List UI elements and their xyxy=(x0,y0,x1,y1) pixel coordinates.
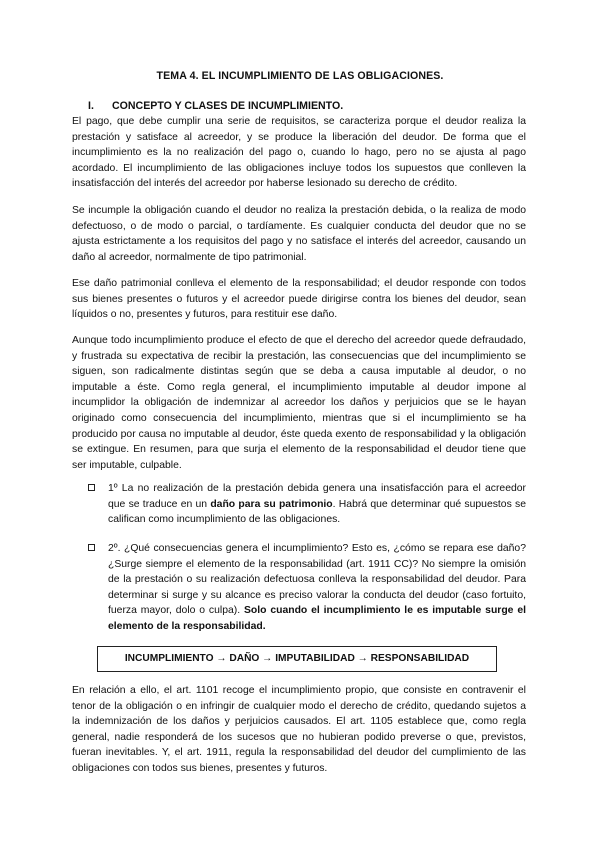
section-heading xyxy=(88,100,343,112)
bullet-text-1 xyxy=(108,481,526,528)
bullet-2-bold: Solo cuando el incumplimiento le es imputable surge el elemento de la responsabilidad. xyxy=(108,605,526,632)
document-title: TEMA 4. EL INCUMPLIMIENTO DE LAS OBLIGACIONES. xyxy=(156,70,444,82)
flow-summary-box: INCUMPLIMIENTO → DAÑO → IMPUTABILIDAD → RESPONSABILIDAD xyxy=(97,646,497,672)
section-number: I. xyxy=(88,100,94,112)
section-title: CONCEPTO Y CLASES DE INCUMPLIMIENTO. xyxy=(112,100,344,112)
bullet-1-bold: daño para su patrimonio xyxy=(210,498,333,510)
paragraph-1: El pago, que debe cumplir una serie de requisitos, se caracteriza porque el deudor realiza la prestación y satisface al acreedor, y se produce la liberación del deudor. De forma que el incumplimiento es la no realización del pago o, cuando lo hago, pero no se ajusta al pago acordado. El incumplimiento de las obligaciones incluye todos los supuestos que conlleven la insatisfacción del interés del acreedor por haberse lesionado su derecho de crédito. xyxy=(72,116,526,190)
checkbox-bullet-icon xyxy=(88,544,95,551)
paragraph-3: Ese daño patrimonial conlleva el elemento de la responsabilidad; el deudor responde con todos sus bienes presentes o futuros y el acreedor puede dirigirse contra los bienes del deudor, sean líquidos o no, presentes y futuros, para restituir ese daño. xyxy=(72,278,526,321)
paragraph-2: Se incumple la obligación cuando el deudor no realiza la prestación debida, o la realiza de modo defectuoso, o de modo o parcial, o tardíamente. Es cualquier conducta del deudor que no se ajusta estrictamente a los requisitos del pago y no satisface el interés del acreedor, causando un daño al acreedor, normalmente de tipo patrimonial. xyxy=(72,205,526,263)
bullet-text-2 xyxy=(108,541,526,635)
bullet-2-text-a: 2º. ¿Qué consecuencias genera el incumplimiento? Esto es, ¿cómo se repara ese daño? ¿Surge siempre el elemento de la responsabilidad (art. 1911 CC)? No siempre la omisión de la prestación o su realización defectuosa conlleva la responsabilidad del deudor. Para determinar si surge y su alcance es preciso valorar la conducta del deudor (caso fortuito, fuerza mayor, dolo o culpa). xyxy=(108,543,526,617)
bullet-1-text-b: . Habrá que determinar qué supuestos se califican como incumplimiento de las obligaciones. xyxy=(108,498,526,526)
paragraph-4: Aunque todo incumplimiento produce el efecto de que el derecho del acreedor quede defraudado, y frustrada su expectativa de recibir la prestación, las consecuencias que del incumplimiento se siguen, son radicalmente distintas según que se deba a causa imputable al deudor, o no imputable a éste. Como regla general, el incumplimiento imputable al deudor impone al incumplidor la obligación de indemnizar al acreedor los daños y perjuicios que se le hayan originado como consecuencia del incumplimiento, mientras que si el incumplimiento se ha producido por causa no imputable al deudor, éste queda exento de responsabilidad y la obligación se extingue. En resumen, para que surja el elemento de la responsabilidad el deudor tiene que ser imputable, culpable. xyxy=(72,335,526,471)
checkbox-bullet-icon xyxy=(88,484,95,491)
bullet-1-text-a: 1º La no realización de la prestación debida genera una insatisfacción para el acreedor que se traduce en un xyxy=(108,483,526,510)
paragraph-5: En relación a ello, el art. 1101 recoge el incumplimiento propio, que consiste en contravenir el tenor de la obligación o en infringir de cualquier modo el derecho de crédito, quedando sujetos a la indemnización de los daños y perjuicios causados. El art. 1105 establece que, como regla general, nadie responderá de los sucesos que no hubieran podido preverse o que, previstos, fueran inevitables. Y, el art. 1911, regula la responsabilidad del deudor del cumplimiento de las obligaciones con todos sus bienes, presentes y futuros. xyxy=(72,685,526,774)
